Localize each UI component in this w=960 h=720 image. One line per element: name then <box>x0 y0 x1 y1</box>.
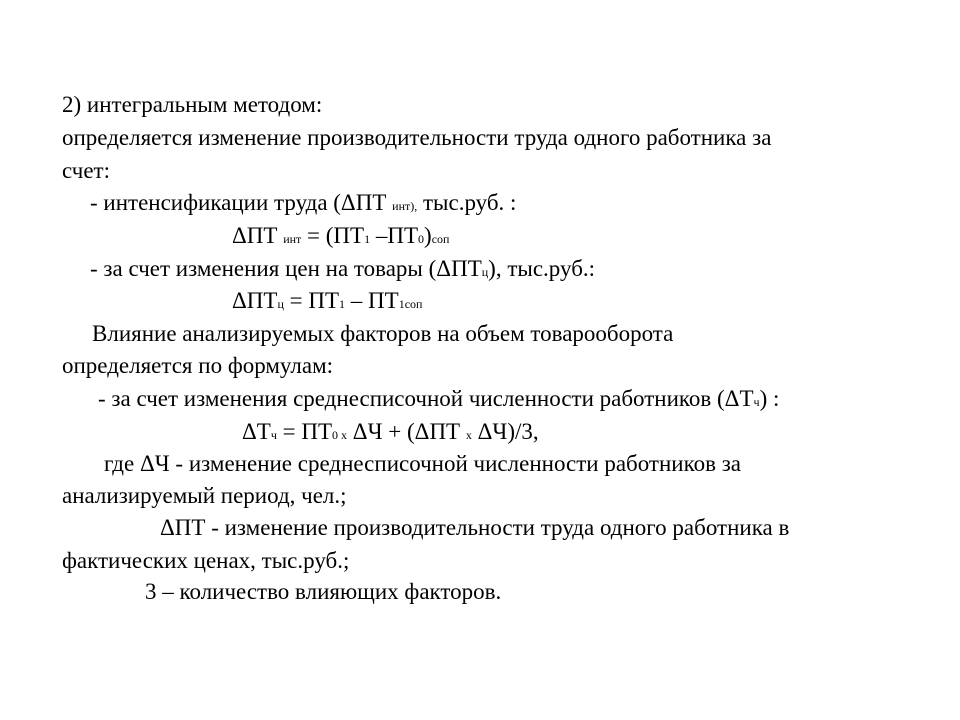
text: –ПТ <box>370 223 419 248</box>
text: ΔЧ)/3, <box>471 419 539 444</box>
text-line-headcount-change <box>98 385 779 416</box>
text: тыс.руб. : <box>417 190 517 215</box>
text: = ПТ <box>276 419 333 444</box>
formula-intensification <box>232 222 449 253</box>
text-line-formulas <box>62 352 333 380</box>
subscript: ч <box>753 395 760 409</box>
text: - за счет изменения среднесписочной численности работников (ΔТ <box>98 386 754 411</box>
text-line-actual-prices <box>62 547 349 575</box>
subscript: соп <box>431 232 450 246</box>
subscript: ц <box>277 297 284 311</box>
text: определяется по формулам: <box>62 353 334 378</box>
text: - интенсификации труда (ΔПТ <box>90 190 393 215</box>
subscript: инт), <box>392 199 418 213</box>
subscript: 1соп <box>398 297 423 311</box>
text: ΔЧ + (ΔПТ <box>347 419 466 444</box>
text: фактических ценах, тыс.руб.; <box>62 548 350 573</box>
text: анализируемый период, чел.; <box>62 483 347 508</box>
subscript: 1 <box>339 297 346 311</box>
text: - за счет изменения цен на товары (ΔПТ <box>90 256 482 281</box>
subscript: ц <box>481 265 489 279</box>
text-line-dpt-definition <box>160 514 789 542</box>
multiply-sign: x <box>465 428 472 442</box>
subscript: 1 <box>364 232 371 246</box>
text-line-where-dch <box>104 450 741 478</box>
text: Влияние анализируемых факторов на объем товарооборота <box>92 321 674 346</box>
subscript: 0 <box>418 232 425 246</box>
text: = (ПТ <box>301 223 365 248</box>
text-line-definition <box>62 124 771 152</box>
text: ΔПТ <box>232 288 278 313</box>
formula-headcount <box>242 418 539 449</box>
text-line-price-change <box>90 255 595 286</box>
subscript: 0 <box>332 428 339 442</box>
text: 2) интегральным методом: <box>62 92 323 117</box>
text-line-intensification <box>90 189 516 220</box>
text: – ПТ <box>345 288 399 313</box>
text: = ПТ <box>283 288 340 313</box>
text: ΔПТ <box>232 223 284 248</box>
text: где ΔЧ - изменение среднесписочной численности работников за <box>104 451 742 476</box>
text-line-method-heading <box>62 91 322 119</box>
multiply-sign: x <box>338 428 348 442</box>
text: ΔТ <box>242 419 271 444</box>
formula-price-change <box>232 287 422 318</box>
text: 3 – количество влияющих факторов. <box>145 579 502 604</box>
text: ) <box>424 223 432 248</box>
text: ), тыс.руб.: <box>488 256 596 281</box>
text: определяется изменение производительности труда одного работника за <box>62 125 772 150</box>
text-line-factors-influence <box>92 320 673 348</box>
subscript: ч <box>270 428 277 442</box>
subscript: инт <box>283 232 302 246</box>
text: счет: <box>62 158 110 183</box>
text: ΔПТ - изменение производительности труда одного работника в <box>160 515 790 540</box>
text: ) : <box>759 386 780 411</box>
text-line-schet <box>62 157 110 185</box>
text-line-period <box>62 482 347 510</box>
text-line-factor-count <box>145 578 501 606</box>
